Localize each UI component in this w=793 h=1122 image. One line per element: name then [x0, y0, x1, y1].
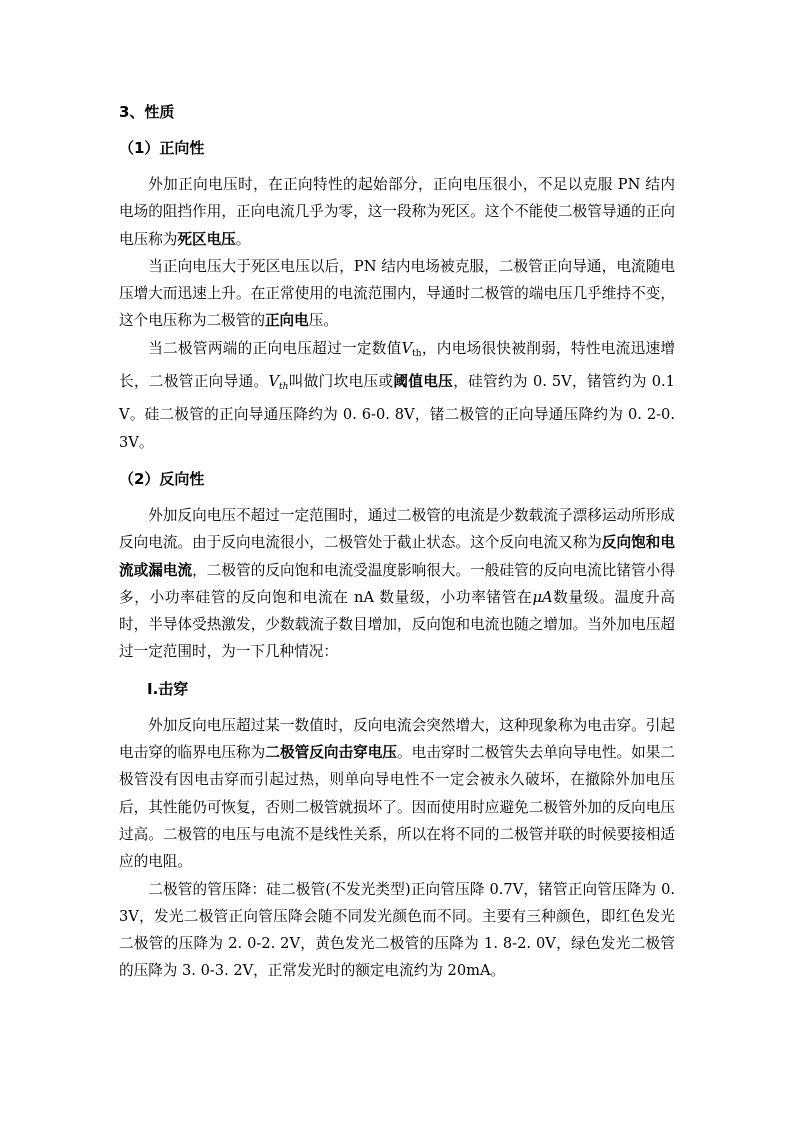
text-run: 。电击穿时二极管失去单向导电性。如果二极管没有因电击穿而引起过热，则单向导电性不一定会被永久破坏，在撤除外加电压后，其性能仍可恢复，否则二极管就损坏了。因而使用时应避免二极管外加的反向电压过高。二极管的电压与电流不是线性关系，所以在将不同的二极管并联的时候要接相适应的电阻。	[119, 744, 675, 871]
text-run: 外加正向电压时，在正向特性的起始部分，正向电压很小，不足以克服 PN 结内电场的阻挡作用，正向电流几乎为零，这一段称为死区。这个不能使二极管导通的正向电压称为	[119, 176, 675, 248]
text-run: 当正向电压大于死区电压以后，PN 结内电场被克服，二极管正向导通，电流随电压增大而迅速上升。在正常使用的电流范围内，导通时二极管的端电压几乎维持不变，这个电压称为二极管的	[119, 257, 675, 330]
subsection-title-forward: （1）正向性	[119, 139, 205, 157]
bold-term: 二极管反向击穿电压	[265, 744, 398, 762]
paragraph	[119, 253, 675, 335]
subsection-title-reverse: （2）反向性	[119, 469, 205, 488]
paragraph	[119, 171, 675, 253]
forward-body	[119, 171, 675, 456]
subscript: th	[412, 348, 422, 359]
subscript: th	[279, 382, 289, 393]
variable-symbol: V	[268, 373, 280, 391]
text-run: 当二极管两端的正向电压超过一定数值	[148, 339, 402, 357]
document-content	[119, 101, 675, 985]
reverse-body	[119, 502, 675, 666]
paragraph	[119, 502, 675, 666]
text-run: 。	[235, 230, 251, 248]
paragraph	[119, 335, 675, 456]
breakdown-body	[119, 712, 675, 985]
text-run: 外加反向电压不超过一定范围时，通过二极管的电流是少数载流子漂移运动所形成反向电流。由于反向电流很小，二极管处于截止状态。这个反向电流又称为	[119, 506, 675, 552]
variable-symbol: V	[401, 339, 413, 357]
bold-term: 阈值电压	[393, 373, 454, 391]
paragraph	[119, 712, 675, 876]
text-run: 叫做门坎电压或	[288, 373, 394, 391]
text-run: 压。	[308, 312, 338, 330]
paragraph	[119, 876, 675, 985]
variable-symbol: μA	[532, 588, 553, 606]
bold-term: 正向电	[264, 312, 309, 330]
bold-term: 死区电压	[177, 230, 236, 248]
text-run: ，内电场很快被削弱，特性电流迅速增长，二极管正向导通。	[119, 339, 675, 391]
text-run: 二极管的管压降：硅二极管(不发光类型)正向管压降 0.7V，锗管正向管压降为 0. 3V，发光二极管正向管压降会随不同发光颜色而不同。主要有三种颜色，即红色发光二极管的压降为 2. 0-2. 2V，黄色发光二极管的压降为 1. 8-2. 0V，绿色发光二极管的压降为 3. 0-3. 2V，正常发光时的额定电流约为 20mA。	[119, 880, 675, 980]
text-run: 数量级。温度升高时，半导体受热激发，少数载流子数目增加，反向饱和电流也随之增加。当外加电压超过一定范围时，为一下几种情况：	[119, 588, 675, 661]
text-run: 外加反向电压超过某一数值时，反向电流会突然增大，这种现象称为电击穿。引起电击穿的临界电压称为	[119, 716, 675, 762]
text-run: ，硅管约为 0. 5V，锗管约为 0.1 V。硅二极管的正向导通压降约为 0. 6-0. 8V，锗二极管的正向导通压降约为 0. 2-0. 3V。	[119, 373, 675, 451]
section-title: 3、性质	[119, 103, 175, 121]
text-run: ，二极管的反向饱和电流受温度影响很大。一般硅管的反向电流比锗管小得多，小功率硅管的反向饱和电流在 nA 数量级，小功率锗管在	[119, 561, 675, 606]
bold-term: 反向饱和电流或漏电流	[119, 534, 675, 579]
item-title-breakdown: Ⅰ.击穿	[147, 679, 189, 698]
